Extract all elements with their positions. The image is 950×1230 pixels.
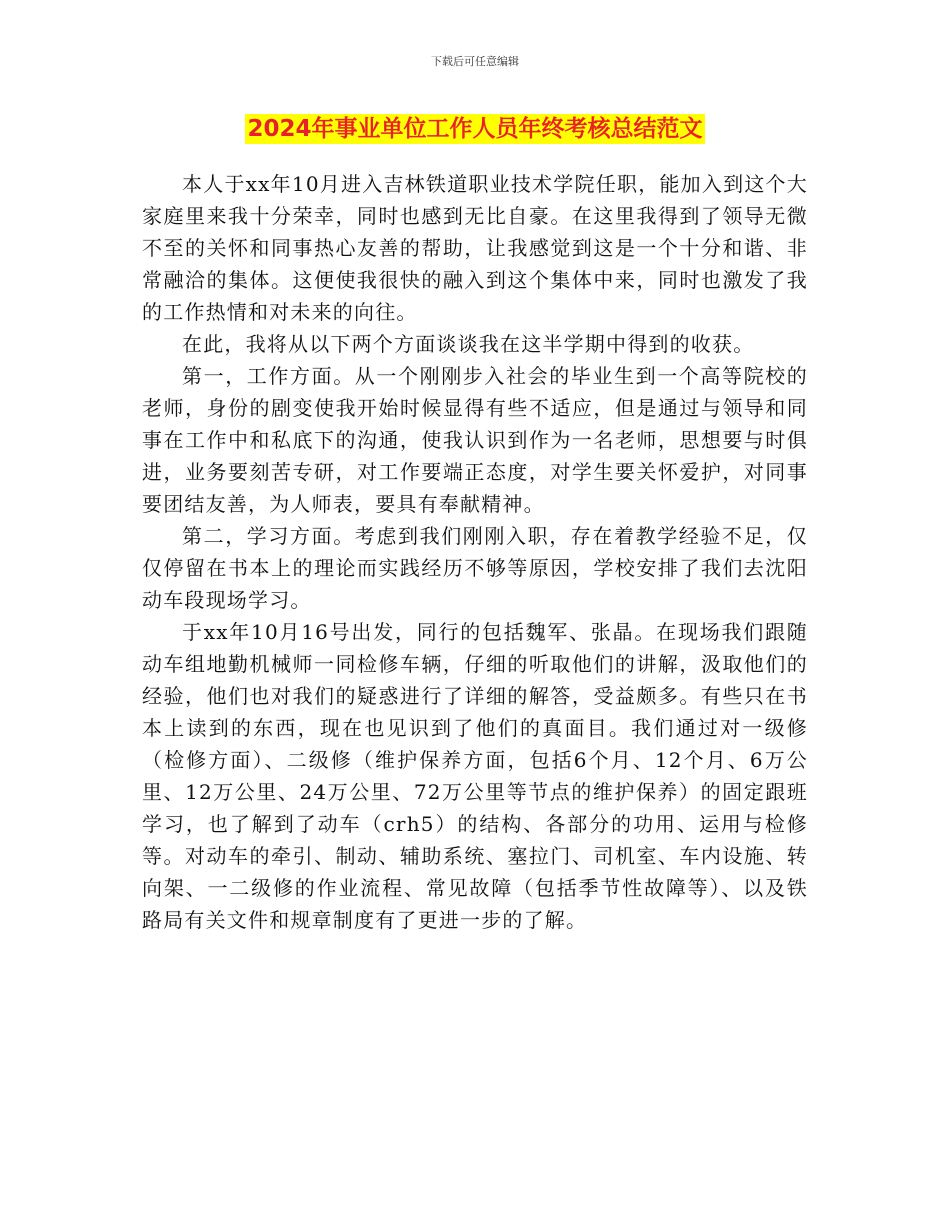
paragraph-field-training: 于xx年10月16号出发，同行的包括魏军、张晶。在现场我们跟随动车组地勤机械师一同检修车辆，仔细的听取他们的讲解，汲取他们的经验，他们也对我们的疑惑进行了详细的解答，受益颇多。有些只在书本上读到的东西，现在也见识到了他们的真面目。我们通过对一级修（检修方面）、二级修（维护保养方面，包括6个月、12个月、6万公里、12万公里、24万公里、72万公里等节点的维护保养）的固定跟班学习，也了解到了动车（crh5）的结构、各部分的功用、运用与检修等。对动车的牵引、制动、辅助系统、塞拉门、司机室、车内设施、转向架、一二级修的作业流程、常见故障（包括季节性故障等）、以及铁路局有关文件和规章制度有了更进一步的了解。	[142, 620, 808, 932]
document-title: 2024年事业单位工作人员年终考核总结范文	[247, 116, 703, 142]
paragraph-overview: 在此，我将从以下两个方面谈谈我在这半学期中得到的收获。	[182, 332, 755, 356]
header-note: 下载后可任意编辑	[431, 55, 519, 68]
paragraph-work: 第一，工作方面。从一个刚刚步入社会的毕业生到一个高等院校的老师，身份的剧变使我开始时候显得有些不适应，但是通过与领导和同事在工作中和私底下的沟通，使我认识到作为一名老师，思想要与时俱进，业务要刻苦专研，对工作要端正态度，对学生要关怀爱护，对同事要团结友善，为人师表，要具有奉献精神。	[142, 364, 808, 516]
title-container	[0, 114, 950, 144]
paragraph-study: 第二，学习方面。考虑到我们刚刚入职，存在着教学经验不足，仅仅停留在书本上的理论而实践经历不够等原因，学校安排了我们去沈阳动车段现场学习。	[142, 524, 808, 612]
paragraph-intro: 本人于xx年10月进入吉林铁道职业技术学院任职，能加入到这个大家庭里来我十分荣幸，同时也感到无比自豪。在这里我得到了领导无微不至的关怀和同事热心友善的帮助，让我感觉到这是一个十分和谐、非常融洽的集体。这便使我很快的融入到这个集体中来，同时也激发了我的工作热情和对未来的向往。	[142, 172, 808, 324]
document-body	[142, 168, 808, 936]
